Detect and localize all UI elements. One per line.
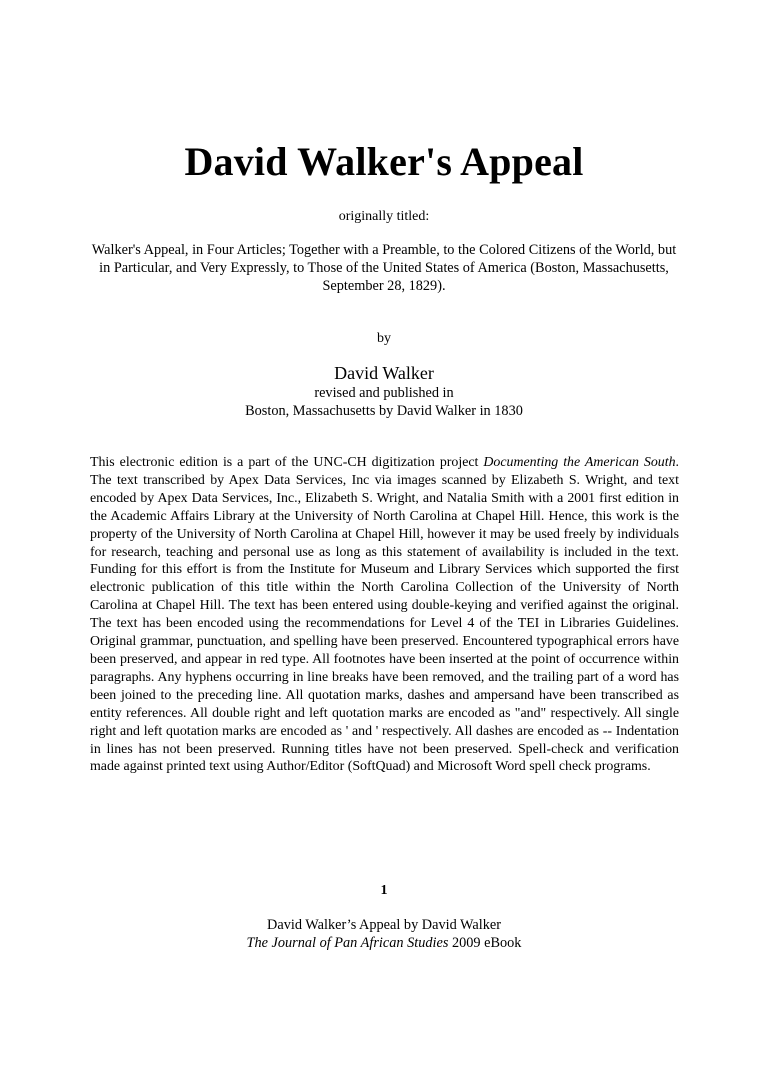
availability-statement	[90, 454, 679, 776]
statement-intro: This electronic edition is a part of the UNC-CH digitization project	[90, 455, 484, 470]
by-label: by	[377, 331, 391, 346]
footer-journal-line	[0, 934, 768, 952]
project-name: Documenting the American South	[483, 455, 676, 470]
page-number: 1	[380, 883, 388, 898]
footer-book-title: David Walker’s Appeal by David Walker	[267, 917, 501, 933]
statement-body: . The text transcribed by Apex Data Services, Inc via images scanned by Elizabeth S. Wright, and text encoded by Apex Data Services, Inc., Elizabeth S. Wright, and Natalia Smith with a 2001 first edition in the Academic Affairs Library at the University of North Carolina at Chapel Hill. Hence, this work is the property of the University of North Carolina at Chapel Hill, however it may be used freely by individuals for research, teaching and personal use as long as this statement of availability is included in the text. Funding for this effort is from the Institute for Museum and Library Services which supported the first electronic publication of this title within the North Carolina Collection of the University of North Carolina at Chapel Hill. The text has been entered using double-keying and verified against the original. The text has been encoded using the recommendations for Level 4 of the TEI in Libraries Guidelines. Original grammar, punctuation, and spelling have been preserved. Encountered typographical errors have been preserved, and appear in red type. All footnotes have been inserted at the point of occurrence within paragraphs. Any hyphens occurring in line breaks have been removed, and the trailing part of a word has been joined to the preceding line. All quotation marks, dashes and ampersand have been transcribed as entity references. All double right and left quotation marks are encoded as "and" respectively. All single right and left quotation marks are encoded as ' and ' respectively. All dashes are encoded as -- Indentation in lines has not been preserved. Running titles have not been preserved. Spell-check and verification made against printed text using Author/Editor (SoftQuad) and Microsoft Word spell check programs.	[90, 455, 679, 775]
original-full-title: Walker's Appeal, in Four Articles; Together with a Preamble, to the Colored Citizens of the World, but in Particular, and Very Expressly, to Those of the United States of America (Boston, Massachusetts, September 28, 1829).	[91, 242, 677, 294]
author-name: David Walker	[334, 363, 434, 383]
journal-name: The Journal of Pan African Studies	[246, 935, 449, 951]
page-title: David Walker's Appeal	[184, 139, 584, 184]
publication-line-2: Boston, Massachusetts by David Walker in 1830	[245, 403, 523, 419]
publication-line-1: revised and published in	[314, 385, 454, 401]
journal-edition: 2009 eBook	[448, 935, 522, 951]
subtitle-label: originally titled:	[338, 209, 430, 224]
